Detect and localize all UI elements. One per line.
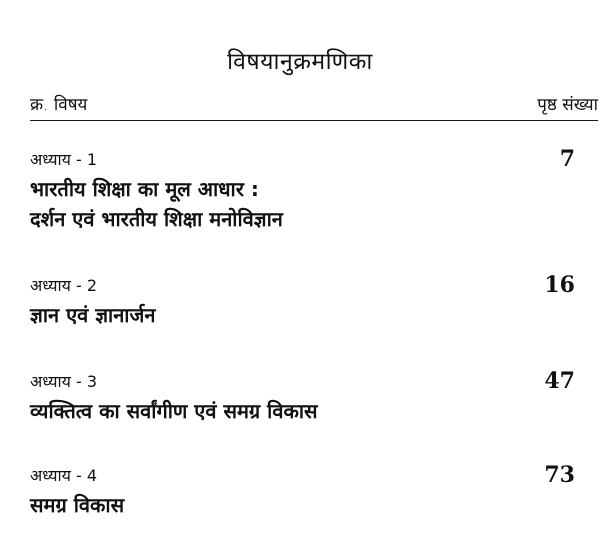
contents-entry-3 <box>30 368 575 426</box>
chapter-row <box>30 462 575 488</box>
chapter-label: अध्याय - 3 <box>30 372 98 391</box>
chapter-title <box>30 490 575 520</box>
page-number: 47 <box>544 368 575 394</box>
chapter-label: अध्याय - 2 <box>30 276 98 295</box>
page-number: 7 <box>559 146 575 172</box>
chapter-title <box>30 300 575 330</box>
chapter-title-line: ज्ञान एवं ज्ञानार्जन <box>30 303 156 327</box>
chapter-title-line: दर्शन एवं भारतीय शिक्षा मनोविज्ञान <box>30 207 283 231</box>
chapter-title-line: व्यक्तित्व का सर्वांगीण एवं समग्र विकास <box>30 399 318 423</box>
chapter-title <box>30 396 575 426</box>
chapter-title <box>30 174 575 234</box>
page-number: 16 <box>544 272 575 298</box>
header-page-number-label: पृष्ठ संख्या <box>537 95 598 115</box>
chapter-label: अध्याय - 1 <box>30 150 98 169</box>
contents-header <box>30 92 598 118</box>
chapter-row <box>30 368 575 394</box>
contents-entry-2 <box>30 272 575 330</box>
page-title: विषयानुक्रमणिका <box>227 49 373 75</box>
page-number: 73 <box>544 462 575 488</box>
contents-entry-4 <box>30 462 575 520</box>
chapter-title-line: समग्र विकास <box>30 493 125 517</box>
chapter-row <box>30 272 575 298</box>
header-subject-label: क्र. विषय <box>30 95 88 115</box>
chapter-row <box>30 146 575 172</box>
contents-entry-1 <box>30 146 575 234</box>
header-divider <box>30 120 598 121</box>
chapter-label: अध्याय - 4 <box>30 466 98 485</box>
chapter-title-line: भारतीय शिक्षा का मूल आधार : <box>30 177 259 201</box>
